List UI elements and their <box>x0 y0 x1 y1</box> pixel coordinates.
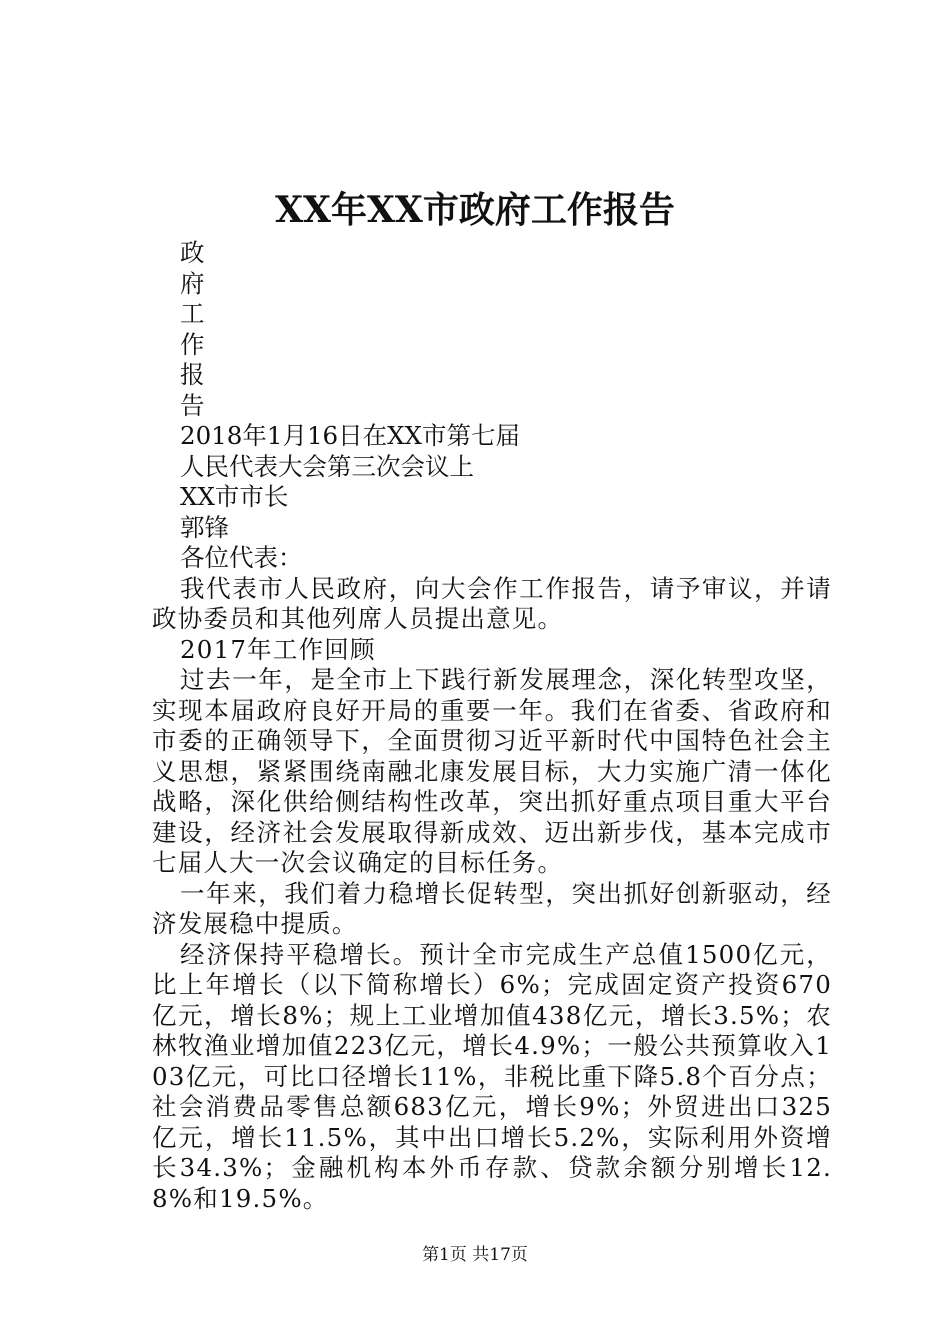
vertical-heading-char: 政 <box>180 238 205 267</box>
document-title: XX年XX市政府工作报告 <box>275 189 675 231</box>
salutation-line: 各位代表： <box>180 543 303 572</box>
page-number-footer: 第1页 共17页 <box>422 1245 528 1265</box>
vertical-heading-char: 报 <box>180 360 205 389</box>
paragraph-review: 过去一年，是全市上下践行新发展理念，深化转型攻坚，实现本届政府良好开局的重要一年。我们在省委、省政府和市委的正确领导下，全面贯彻习近平新时代中国特色社会主义思想，紧紧围绕南融北康发展目标，大力实施广清一体化战略，深化供给侧结构性改革，突出抓好重点项目重大平台建设，经济社会发展取得新成效、迈出新步伐，基本完成市七届人大一次会议确定的目标任务。 <box>152 665 832 877</box>
paragraph-growth: 一年来，我们着力稳增长促转型，突出抓好创新驱动，经济发展稳中提质。 <box>152 878 832 938</box>
speaker-name-line: 郭锋 <box>180 512 229 542</box>
meeting-date-line: 2018年1月16日在XX市第七届 <box>180 421 520 450</box>
speaker-title-line: XX市市长 <box>180 482 289 511</box>
meeting-name-line: 人民代表大会第三次会议上 <box>180 451 474 481</box>
paragraph-economy: 经济保持平稳增长。预计全市完成生产总值1500亿元，比上年增长（以下简称增长）6%；完成固定资产投资670亿元，增长8%；规上工业增加值438亿元，增长3.5%；农林牧渔业增加值223亿元，增长4.9%；一般公共预算收入103亿元，可比口径增长11%，非税比重下降5.8个百分点；社会消费品零售总额683亿元，增长9%；外贸进出口325亿元，增长11.5%，其中出口增长5.2%，实际利用外资增长34.3%；金融机构本外币存款、贷款余额分别增长12.8%和19.5%。 <box>152 939 832 1213</box>
paragraph-intro: 我代表市人民政府，向大会作工作报告，请予审议，并请政协委员和其他列席人员提出意见。 <box>152 573 832 633</box>
vertical-heading-char: 府 <box>180 268 205 298</box>
vertical-heading-char: 作 <box>180 329 205 359</box>
section-heading: 2017年工作回顾 <box>180 634 376 664</box>
vertical-heading-char: 工 <box>180 299 205 328</box>
vertical-heading-char: 告 <box>180 390 205 420</box>
document-body <box>152 238 832 1214</box>
